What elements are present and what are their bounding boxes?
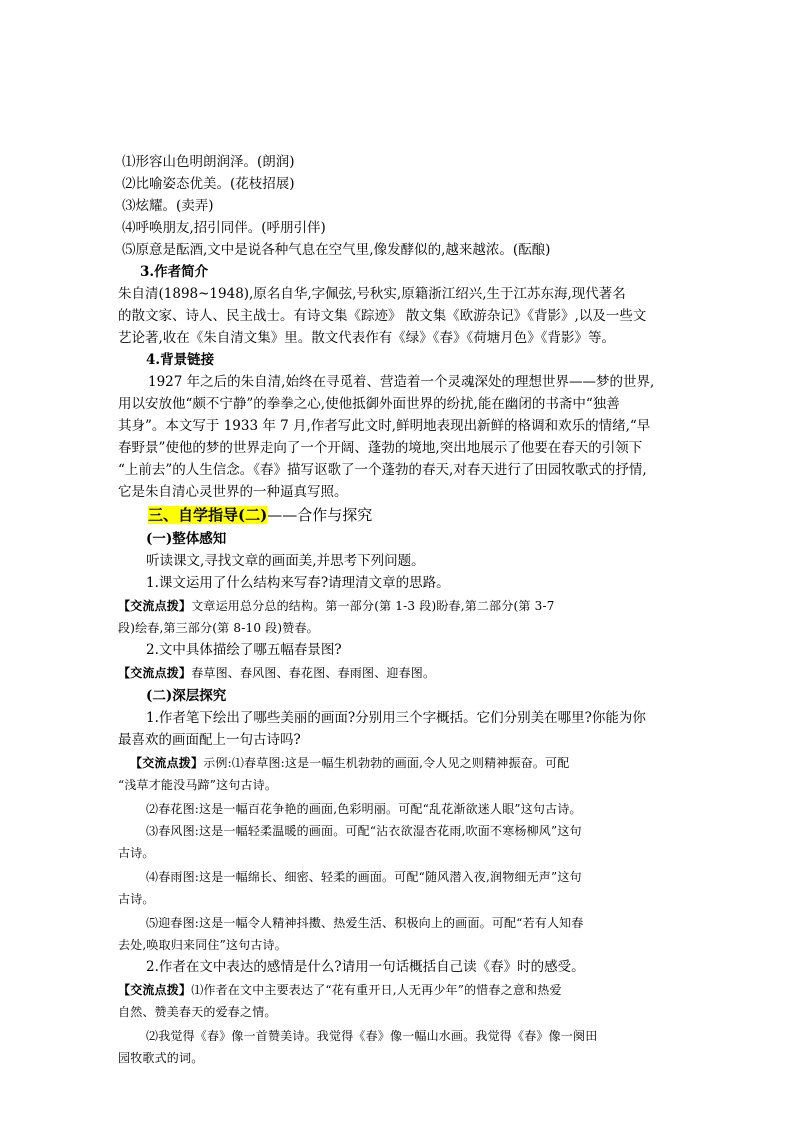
vocab-item-4: ⑷呼唤朋友,招引同伴。(呼朋引伴)	[122, 220, 326, 236]
deep-answer-1-line-8: ⑸迎春图:这是一幅令人精神抖擞、热爱生活、积极向上的画面。可配“若有人知春	[146, 916, 584, 930]
deep-answer-1-line-3: ⑵春花图:这是一幅百花争艳的画面,色彩明丽。可配“乱花渐欲迷人眼”这句古诗。	[146, 802, 582, 816]
vocab-item-1: ⑴形容山色明朗润泽。(朗润)	[122, 154, 295, 170]
background-line-4: 春野景”使他的梦的世界走向了一个开阔、蓬勃的境地,突出地展示了他要在春天的引领下	[118, 440, 643, 456]
answer-label: 【交流点拨】	[118, 599, 192, 613]
background-line-3: 其身”。本文写于 1933 年 7 月,作者写此文时,鲜明地表现出新鲜的格调和欢乐的情绪,“早	[118, 418, 651, 434]
deep-answer-2-line-2: 自然、赞美春天的爱春之情。	[118, 1005, 277, 1019]
vocab-item-2: ⑵比喻姿态优美。(花枝招展)	[122, 176, 295, 192]
deep-question-1-line-2: 最喜欢的画面配上一句古诗吗?	[118, 732, 301, 748]
answer-text: 春草图、春风图、春花图、春雨图、迎春图。	[191, 666, 436, 680]
background-line-6: 它是朱自清心灵世界的一种逼真写照。	[118, 484, 348, 500]
author-line-1: 朱自清(1898~1948),原名自华,字佩弦,号秋实,原籍浙江绍兴,生于江苏东海,现代著名	[118, 286, 626, 302]
deep-heading: (二)深层探究	[146, 688, 227, 704]
author-line-2: 的散文家、诗人、民主战士。有诗文集《踪迹》 散文集《欧游杂记》《背影》,以及一些文	[118, 308, 647, 324]
deep-answer-2-line-1	[118, 981, 562, 999]
background-heading: 4.背景链接	[146, 352, 215, 368]
answer-text: 文章运用总分总的结构。第一部分(第 1-3 段)盼春,第二部分(第 3-7	[191, 599, 555, 613]
overall-answer-1-line-1	[118, 597, 555, 615]
deep-question-2: 2.作者在文中表达的感情是什么?请用一句话概括自己读《春》时的感受。	[146, 959, 585, 975]
answer-label: 【交流点拨】	[118, 666, 192, 680]
deep-answer-1-line-1	[130, 754, 570, 772]
section-3-title: 三、自学指导(二)	[148, 506, 268, 524]
answer-text: ⑴作者在文中主要表达了“花有重开日,人无再少年”的惜春之意和热爱	[191, 983, 562, 997]
deep-answer-1-line-4: ⑶春风图:这是一幅轻柔温暖的画面。可配“沾衣欲湿杏花雨,吹面不寒杨柳风”这句	[146, 824, 582, 838]
deep-answer-1-line-9: 去处,唤取归来同住”这句古诗。	[118, 938, 287, 952]
deep-answer-1-line-5: 古诗。	[118, 846, 155, 860]
overall-answer-1-line-2: 段)绘春,第三部分(第 8-10 段)赞春。	[118, 621, 319, 635]
deep-answer-1-line-7: 古诗。	[118, 892, 155, 906]
overall-answer-2	[118, 664, 435, 682]
answer-label: 【交流点拨】	[130, 756, 204, 770]
deep-answer-1-line-2: “浅草才能没马蹄”这句古诗。	[118, 778, 278, 792]
background-line-2: 用以安放他“颇不宁静”的拳拳之心,使他抵御外面世界的纷扰,能在幽闭的书斋中“独善	[118, 396, 620, 412]
author-heading: 3.作者简介	[140, 264, 209, 280]
overall-heading: (一)整体感知	[146, 531, 227, 547]
deep-answer-2-line-3: ⑵我觉得《春》像一首赞美诗。我觉得《春》像一幅山水画。我觉得《春》像一阕田	[146, 1029, 598, 1043]
section-3-heading	[148, 506, 372, 524]
answer-text: 示例:⑴春草图:这是一幅生机勃勃的画面,令人见之则精神振奋。可配	[203, 756, 570, 770]
deep-answer-2-line-4: 园牧歌式的词。	[118, 1051, 204, 1065]
deep-question-1-line-1: 1.作者笔下绘出了哪些美丽的画面?分别用三个字概括。它们分别美在哪里?你能为你	[146, 710, 646, 726]
background-line-1: 1927 年之后的朱自清,始终在寻觅着、营造着一个灵魂深处的理想世界——梦的世界,	[148, 374, 655, 390]
overall-question-1: 1.课文运用了什么结构来写春?请理清文章的思路。	[146, 575, 450, 591]
vocab-item-5: ⑸原意是酝酒,文中是说各种气息在空气里,像发酵似的,越来越浓。(酝酿)	[122, 242, 551, 258]
background-line-5: “上前去”的人生信念。《春》描写讴歌了一个蓬勃的春天,对春天进行了田园牧歌式的抒情,	[118, 462, 647, 478]
overall-intro: 听读课文,寻找文章的画面美,并思考下列问题。	[146, 553, 425, 569]
section-3-subtitle: ——合作与探究	[267, 506, 373, 524]
vocab-item-3: ⑶炫耀。(卖弄)	[122, 198, 214, 214]
answer-label: 【交流点拨】	[118, 983, 192, 997]
deep-answer-1-line-6: ⑷春雨图:这是一幅绵长、细密、轻柔的画面。可配“随风潜入夜,润物细无声”这句	[146, 870, 582, 884]
author-line-3: 艺论著,收在《朱自清文集》里。散文代表作有《绿》《春》《荷塘月色》《背影》等。	[118, 330, 616, 346]
overall-question-2: 2.文中具体描绘了哪五幅春景图?	[146, 642, 342, 658]
